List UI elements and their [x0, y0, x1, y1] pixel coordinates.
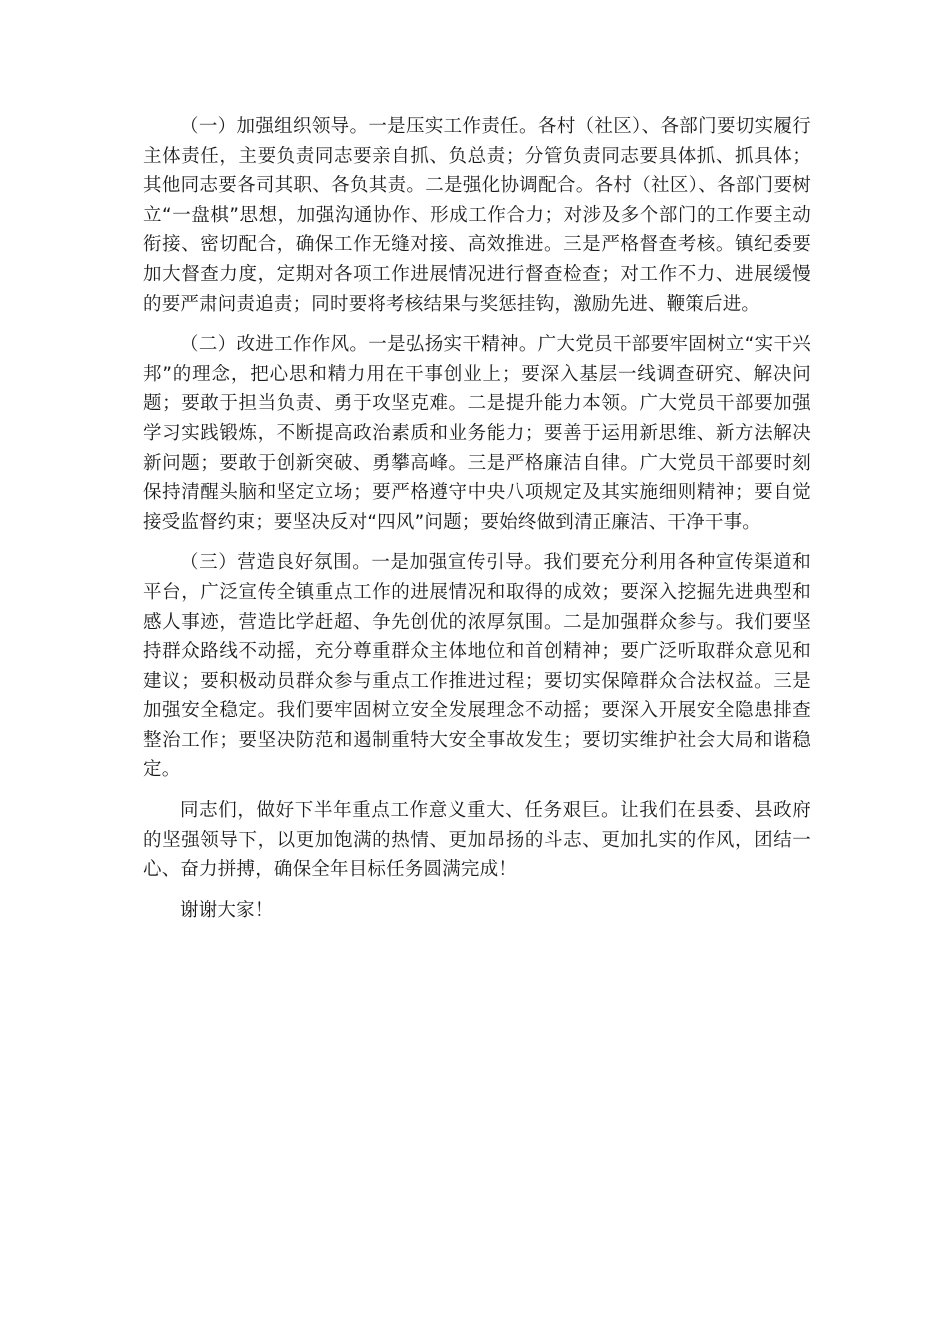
document-body	[143, 112, 811, 936]
paragraph-closing-remarks: 同志们，做好下半年重点工作意义重大、任务艰巨。让我们在县委、县政府的坚强领导下，以更加饱满的热情、更加昂扬的斗志、更加扎实的作风，团结一心、奋力拼搏，确保全年目标任务圆满完成！	[143, 800, 811, 881]
paragraph-strengthen-leadership: （一）加强组织领导。一是压实工作责任。各村（社区）、各部门要切实履行主体责任，主要负责同志要亲自抓、负总责；分管负责同志要具体抓、抓具体；其他同志要各司其职、各负其责。二是强化协调配合。各村（社区）、各部门要树立“一盘棋”思想，加强沟通协作、形成工作合力；对涉及多个部门的工作要主动衔接、密切配合，确保工作无缝对接、高效推进。三是严格督查考核。镇纪委要加大督查力度，定期对各项工作进展情况进行督查检查；对工作不力、进展缓慢的要严肃问责追责；同时要将考核结果与奖惩挂钩，激励先进、鞭策后进。	[143, 116, 811, 315]
paragraph-create-atmosphere: （三）营造良好氛围。一是加强宣传引导。我们要充分利用各种宣传渠道和平台，广泛宣传全镇重点工作的进展情况和取得的成效；要深入挖掘先进典型和感人事迹，营造比学赶超、争先创优的浓厚氛围。二是加强群众参与。我们要坚持群众路线不动摇，充分尊重群众主体地位和首创精神；要广泛听取群众意见和建议；要积极动员群众参与重点工作推进过程；要切实保障群众合法权益。三是加强安全稳定。我们要牢固树立安全发展理念不动摇；要深入开展安全隐患排查整治工作；要坚决防范和遏制重特大安全事故发生；要切实维护社会大局和谐稳定。	[143, 552, 811, 781]
paragraph-thanks: 谢谢大家！	[180, 899, 274, 921]
paragraph-improve-work-style: （二）改进工作作风。一是弘扬实干精神。广大党员干部要牢固树立“实干兴邦”的理念，把心思和精力用在干事创业上；要深入基层一线调查研究、解决问题；要敢于担当负责、勇于攻坚克难。二是提升能力本领。广大党员干部要加强学习实践锻炼，不断提高政治素质和业务能力；要善于运用新思维、新方法解决新问题；要敢于创新突破、勇攀高峰。三是严格廉洁自律。广大党员干部要时刻保持清醒头脑和坚定立场；要严格遵守中央八项规定及其实施细则精神；要自觉接受监督约束；要坚决反对“四风”问题；要始终做到清正廉洁、干净干事。	[143, 334, 811, 533]
